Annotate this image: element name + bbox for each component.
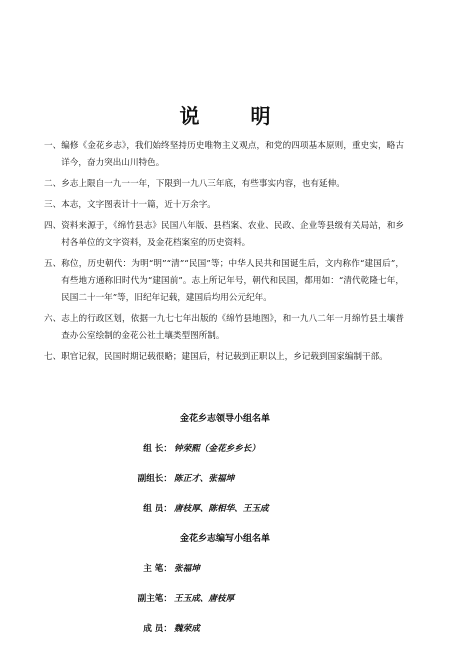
role-label: 组 员： xyxy=(143,504,172,514)
item-number: 三、 xyxy=(44,200,62,210)
explanation-item xyxy=(44,218,404,252)
role-label: 组 长： xyxy=(143,444,172,454)
item-number: 七、 xyxy=(44,352,62,362)
explanation-list xyxy=(44,138,404,370)
leadership-row xyxy=(0,442,450,456)
member-names: 魏荣成 xyxy=(174,624,200,634)
page-title: 说 明 xyxy=(179,104,293,128)
role-label: 成 员： xyxy=(143,624,172,634)
member-names: 唐枝厚、陈相华、王玉成 xyxy=(174,504,269,514)
item-number: 五、 xyxy=(44,259,62,269)
writing-row xyxy=(0,592,450,606)
explanation-item xyxy=(44,349,404,366)
item-text: 乡志上限自一九一一年，下限到一九八三年底，有些事实内容，也有延伸。 xyxy=(61,179,345,189)
leadership-row xyxy=(0,502,450,516)
member-names: 陈正才、张福坤 xyxy=(174,474,235,484)
item-text: 本志，文字图表计十一篇，近十万余字。 xyxy=(61,200,216,210)
member-names: 王玉成、唐枝厚 xyxy=(174,594,235,604)
member-names: 张福坤 xyxy=(174,564,200,574)
item-text: 志上的行政区划，依据一九七七年出版的《绵竹县地图》，和一九八二年一月绵竹县土壤普查办公室绘制的金花公社土壤类型图所制。 xyxy=(61,314,404,341)
leadership-group-heading: 金花乡志领导小组名单 xyxy=(179,414,270,424)
item-text: 资料来源于，《绵竹县志》民国八年版、县档案、农业、民政、企业等县级有关局站，和乡村各单位的文字资料，及金花档案室的历史资料。 xyxy=(61,221,404,248)
explanation-item xyxy=(44,176,404,193)
role-label: 主 笔： xyxy=(143,564,172,574)
writing-row xyxy=(0,622,450,636)
member-names: 钟荣熙（金花乡乡长） xyxy=(174,444,260,454)
explanation-item xyxy=(44,138,404,172)
item-number: 四、 xyxy=(44,221,62,231)
role-label: 副主笔： xyxy=(137,594,172,604)
item-number: 一、 xyxy=(44,141,62,151)
explanation-item xyxy=(44,311,404,345)
explanation-item xyxy=(44,197,404,214)
item-number: 六、 xyxy=(44,314,62,324)
item-text: 称位，历史朝代：为明“明”“清”“民国”等；中华人民共和国诞生后，文内称作“建国后”，有些地方通称旧时代为“建国前”。志上所记年号，朝代和民国，都用如：“清代乾隆七年，民国二十一年”等，旧纪年记载，建国后均用公元纪年。 xyxy=(61,259,404,303)
item-text: 职官记叙，民国时期记载很略；建国后，村记载到正职以上，乡记载到国家编制干部。 xyxy=(61,352,388,362)
committee-lists xyxy=(0,412,450,652)
item-number: 二、 xyxy=(44,179,62,189)
item-text: 编修《金花乡志》，我们始终坚持历史唯物主义观点，和党的四项基本原则，重史实，略古详今，奋力突出山川特色。 xyxy=(61,141,404,168)
leadership-row xyxy=(0,472,450,486)
writing-row xyxy=(0,562,450,576)
role-label: 副组长： xyxy=(137,474,172,484)
explanation-item xyxy=(44,256,404,307)
writing-group-heading: 金花乡志编写小组名单 xyxy=(179,534,270,544)
